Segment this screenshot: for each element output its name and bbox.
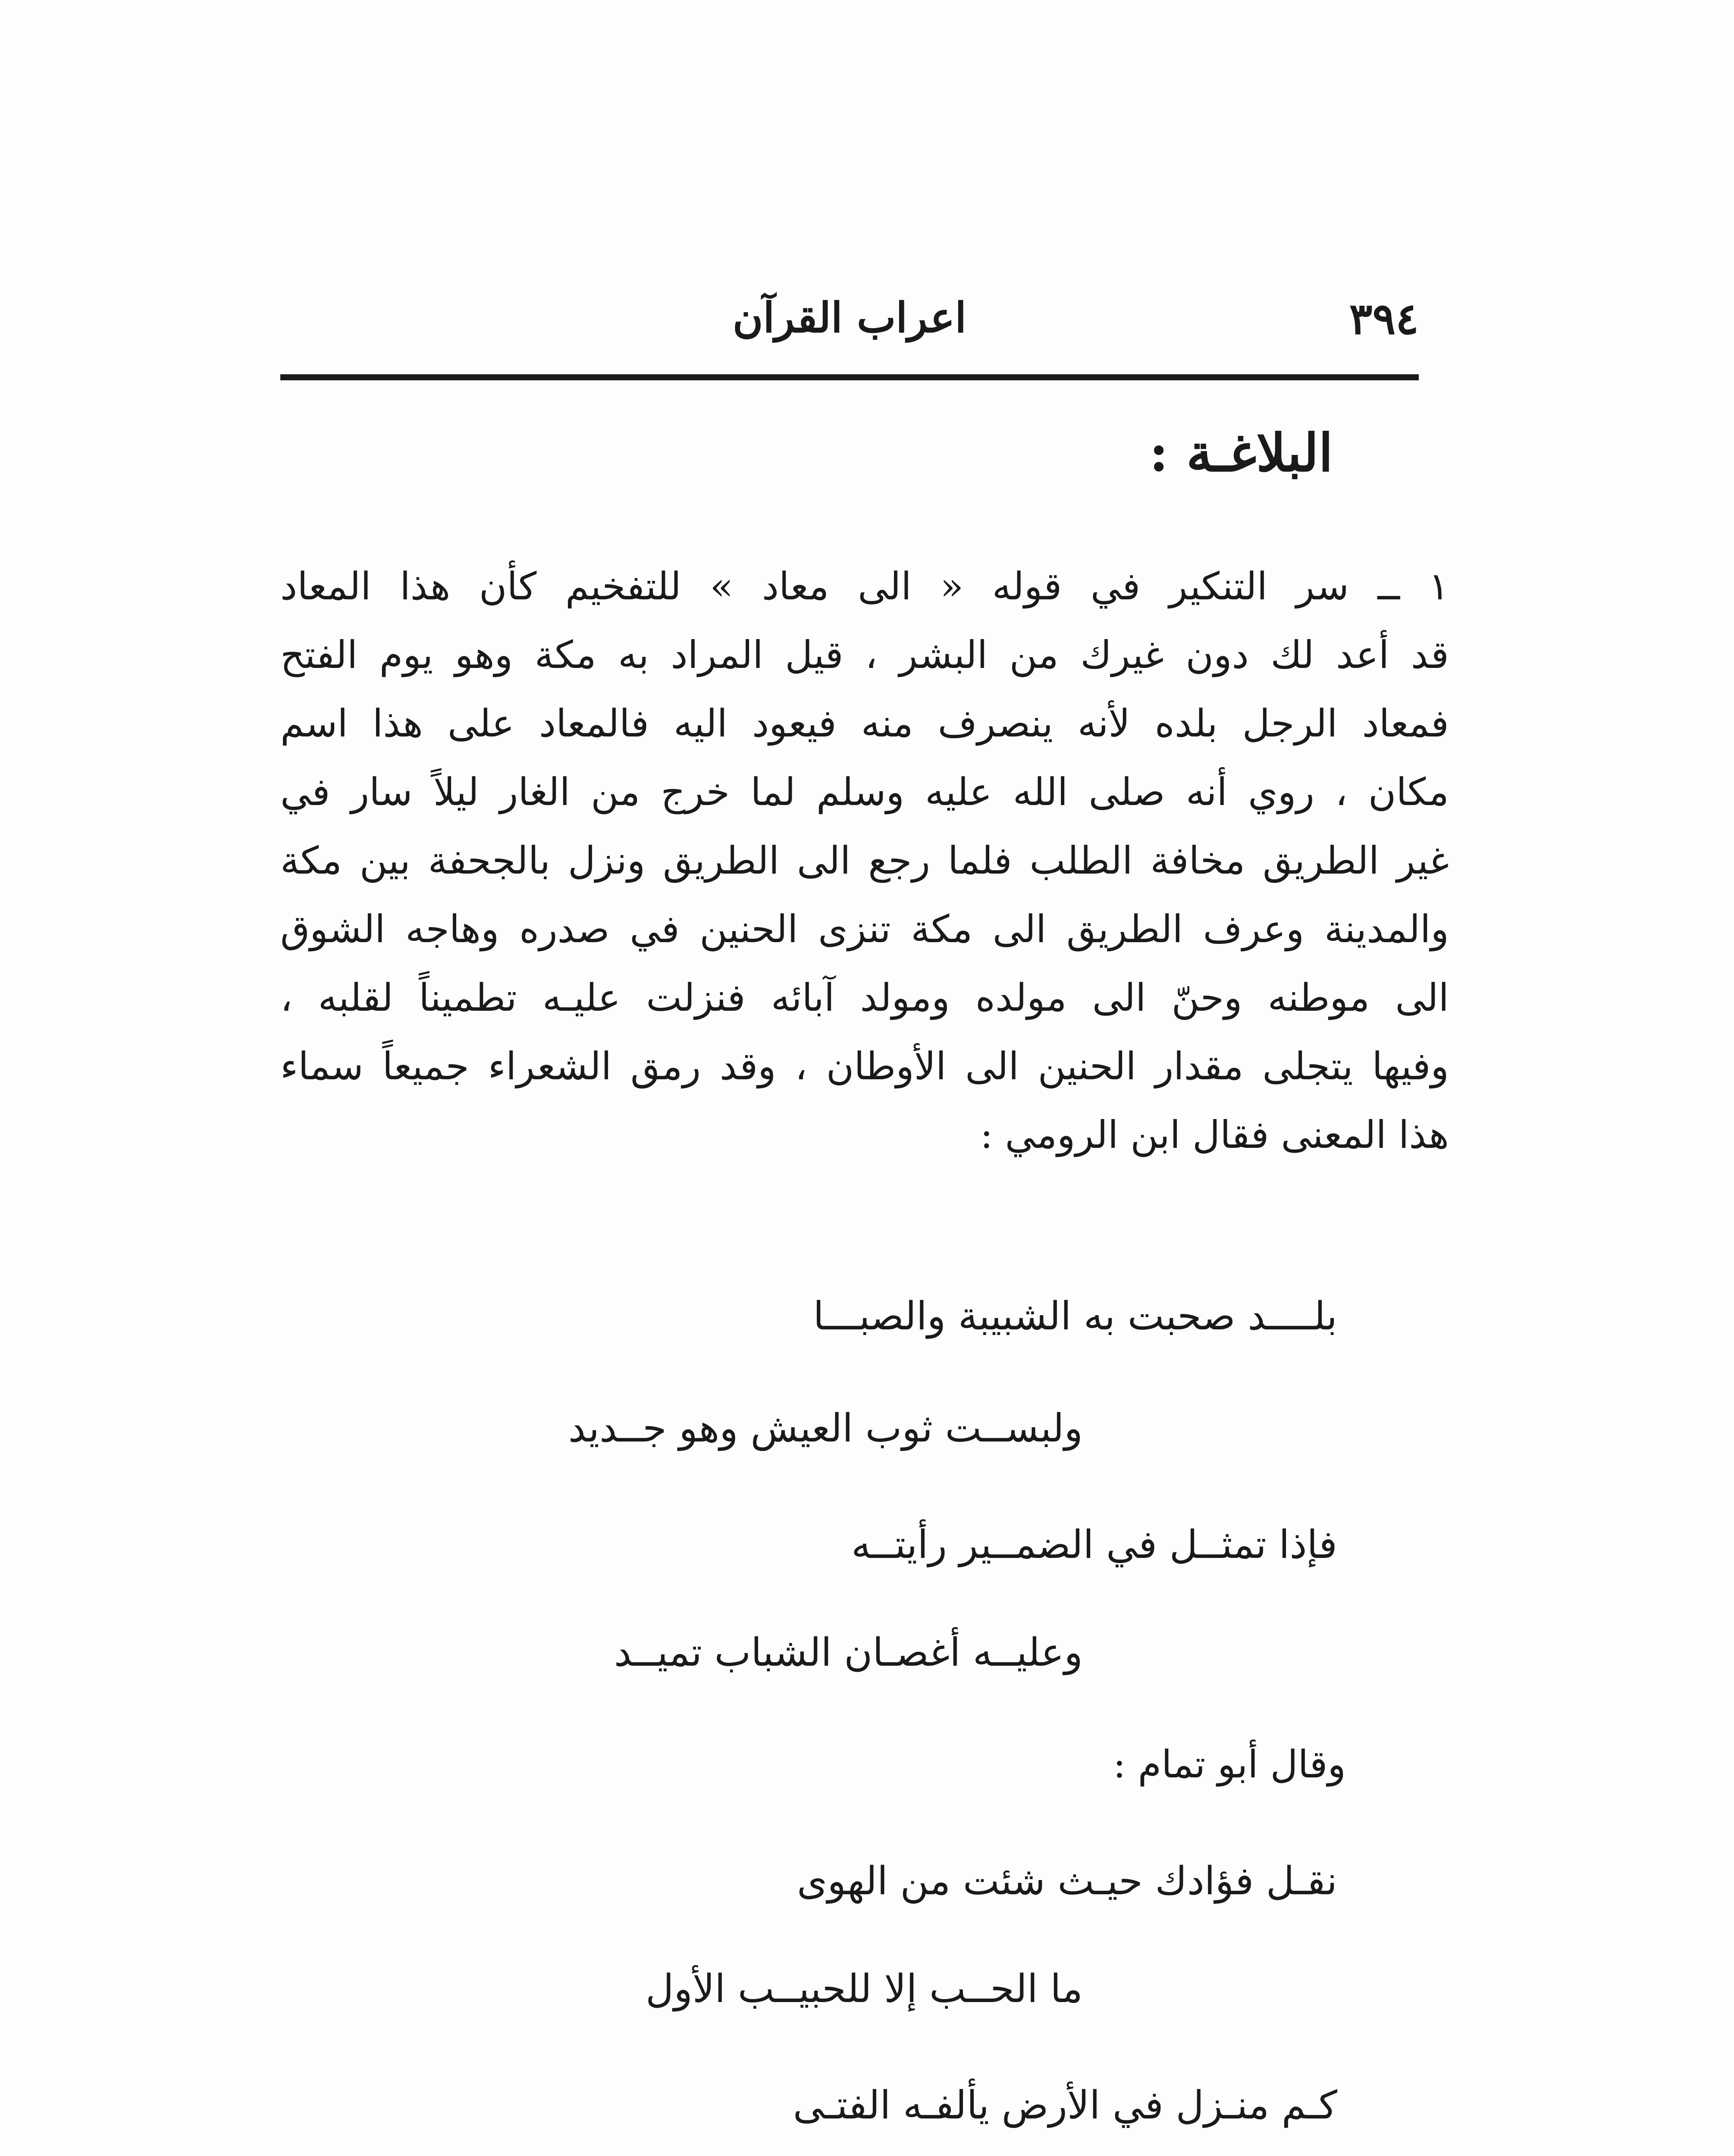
running-title: اعراب القرآن bbox=[732, 293, 967, 342]
poem2-verse-3: كـم منـزل في الأرض يألفـه الفتـى bbox=[793, 2083, 1337, 2128]
poem1-verse-3: فإذا تمثــل في الضمــير رأيتــه bbox=[851, 1522, 1337, 1567]
header-rule bbox=[280, 374, 1419, 380]
page-number: ٣٩٤ bbox=[1349, 293, 1419, 344]
paragraph-line: هذا المعنى فقال ابن الرومي : bbox=[980, 1112, 1449, 1157]
paragraph-line: فمعاد الرجل بلده لأنه ينصرف منه فيعود اليه فالمعاد على هذا اسم bbox=[280, 701, 1449, 746]
paragraph-line: مكان ، روي أنه صلى الله عليه وسلم لما خرج من الغار ليلاً سار في bbox=[280, 770, 1449, 814]
paragraph-line: ١ ــ سر التنكير في قوله « الى معاد » للتفخيم كأن هذا المعاد bbox=[280, 564, 1449, 608]
paragraph-line: والمدينة وعرف الطريق الى مكة تنزى الحنين في صدره وهاجه الشوق bbox=[280, 907, 1449, 951]
poem1-verse-1: بلــــد صحبت به الشبيبة والصبـــا bbox=[813, 1294, 1337, 1339]
poem2-verse-2: ما الحــب إلا للحبيــب الأول bbox=[646, 1966, 1083, 2012]
paragraph-line: الى موطنه وحنّ الى مولده ومولد آبائه فنزلت عليـه تطميناً لقلبه ، bbox=[280, 975, 1449, 1020]
poem1-verse-4: وعليــه أغصـان الشباب تميــد bbox=[614, 1630, 1083, 1675]
poem2-verse-1: نقـل فؤادك حيـث شئت من الهوى bbox=[797, 1858, 1337, 1904]
body-paragraph bbox=[280, 552, 1449, 1169]
section-heading: البلاغـة : bbox=[1149, 423, 1333, 483]
poem2-intro: وقال أبو تمام : bbox=[1113, 1742, 1346, 1786]
poem1-verse-2: ولبســت ثوب العيش وهو جــديد bbox=[568, 1406, 1083, 1451]
paragraph-line: وفيها يتجلى مقدار الحنين الى الأوطان ، وقد رمق الشعراء جميعاً سماء bbox=[280, 1044, 1449, 1088]
paragraph-line: غير الطريق مخافة الطلب فلما رجع الى الطريق ونزل بالجحفة بين مكة bbox=[280, 838, 1449, 883]
page-header bbox=[280, 276, 1419, 362]
paragraph-line: قد أعد لك دون غيرك من البشر ، قيل المراد به مكة وهو يوم الفتح bbox=[280, 633, 1449, 677]
